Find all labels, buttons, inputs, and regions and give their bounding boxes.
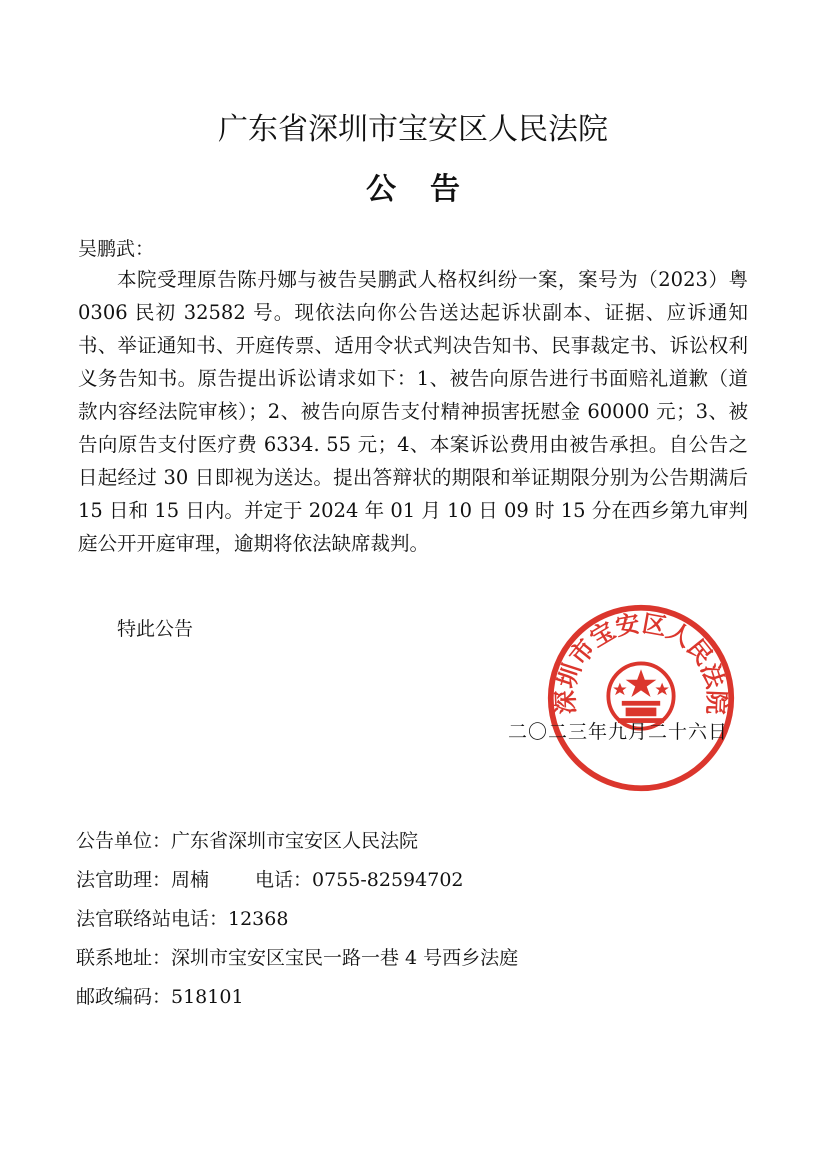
body-paragraph: 本院受理原告陈丹娜与被告吴鹏武人格权纠纷一案，案号为（2023）粤 0306 民初 32582 号。现依法向你公告送达起诉状副本、证据、应诉通知书、举证通知书、开庭传票、适用令状式判决告知书、民事裁定书、诉讼权利义务告知书。原告提出诉讼请求如下：1、被告向原告进行书面赔礼道歉（道款内容经法院审核）；2、被告向原告支付精神损害抚慰金 60000 元；3、被告向原告支付医疗费 6334. 55 元；4、本案诉讼费用由被告承担。自公告之日起经过 30 日即视为送达。提出答辩状的期限和举证期限分别为公告期满后 15 日和 15 日内。并定于 2024 年 01 月 10 日 09 时 15 分在西乡第九审判庭公开开庭审理，逾期将依法缺席裁判。 xyxy=(78,268,748,555)
notice-date: 二〇二三年九月二十六日 xyxy=(508,721,729,743)
assistant-phone: 电话：0755-82594702 xyxy=(255,869,464,891)
judge-assistant: 法官助理：周楠 xyxy=(76,869,210,891)
issuing-unit: 公告单位：广东省深圳市宝安区人民法院 xyxy=(76,830,419,852)
notice-title: 公告 xyxy=(366,172,494,207)
contact-info xyxy=(76,822,518,1017)
postal-code: 邮政编码：518101 xyxy=(76,986,244,1008)
seal-text: 深圳市宝安区人民法院 xyxy=(551,609,731,715)
court-seal-stamp xyxy=(545,602,737,794)
liaison-station-phone: 法官联络站电话：12368 xyxy=(76,908,289,930)
closing-phrase: 特此公告 xyxy=(117,618,194,640)
assistant-row xyxy=(76,861,518,900)
notice-body xyxy=(78,263,748,560)
contact-address: 联系地址：深圳市宝安区宝民一路一巷 4 号西乡法庭 xyxy=(76,947,519,969)
recipient: 吴鹏武： xyxy=(78,238,155,260)
court-name: 广东省深圳市宝安区人民法院 xyxy=(218,112,608,147)
